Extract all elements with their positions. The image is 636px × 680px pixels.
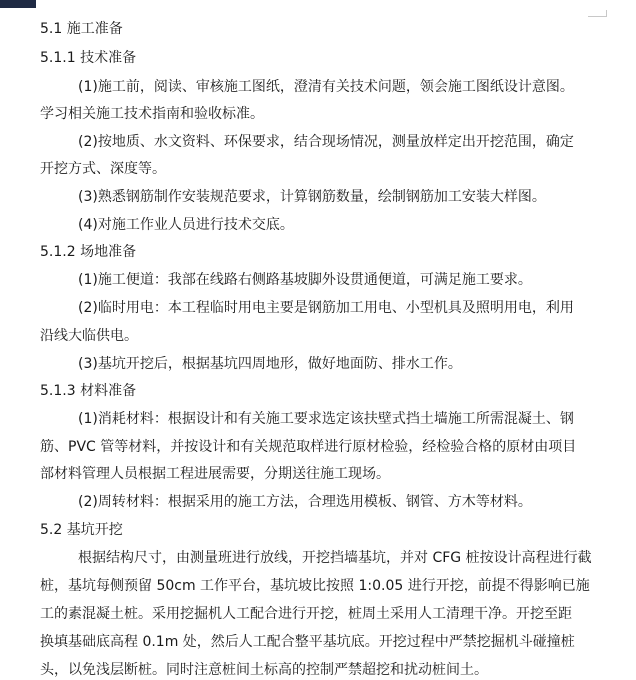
paragraph-line: (1)消耗材料：根据设计和有关施工要求选定该扶壁式挡土墙施工所需混凝土、钢 bbox=[78, 411, 574, 427]
subsection-heading: 5.1.2 场地准备 bbox=[40, 244, 137, 260]
paragraph-line: (1)施工便道：我部在线路右侧路基坡脚外设贯通便道，可满足施工要求。 bbox=[78, 272, 532, 288]
paragraph-line: (2)按地质、水文资料、环保要求，结合现场情况，测量放样定出开挖范围，确定 bbox=[78, 134, 574, 150]
paragraph-line: 头，以免浅层断桩。同时注意桩间土标高的控制严禁超挖和扰动桩间土。 bbox=[40, 662, 488, 678]
section-heading: 5.1 施工准备 bbox=[40, 21, 123, 37]
paragraph-line: (1)施工前，阅读、审核施工图纸，澄清有关技术问题，领会施工图纸设计意图。 bbox=[78, 79, 574, 95]
paragraph-line: 工的素混凝土桩。采用挖掘机人工配合进行开挖，桩周土采用人工清理干净。开挖至距 bbox=[40, 606, 572, 622]
paragraph-line: 换填基础底高程 0.1m 处，然后人工配合整平基坑底。开挖过程中严禁挖掘机斗碰撞桩 bbox=[40, 634, 575, 650]
section-heading: 5.2 基坑开挖 bbox=[40, 522, 123, 538]
paragraph-line: 学习相关施工技术指南和验收标准。 bbox=[40, 106, 264, 122]
paragraph-line: 部材料管理人员根据工程进展需要，分期送往施工现场。 bbox=[40, 466, 390, 482]
paragraph-line: (2)临时用电：本工程临时用电主要是钢筋加工用电、小型机具及照明用电，利用 bbox=[78, 300, 574, 316]
subsection-heading: 5.1.1 技术准备 bbox=[40, 50, 137, 66]
paragraph-line: (4)对施工作业人员进行技术交底。 bbox=[78, 217, 294, 233]
subsection-heading: 5.1.3 材料准备 bbox=[40, 383, 137, 399]
paragraph-line: 沿线大临供电。 bbox=[40, 328, 138, 344]
paragraph-line: 根据结构尺寸，由测量班进行放线，开挖挡墙基坑，并对 CFG 桩按设计高程进行截 bbox=[78, 550, 592, 566]
paragraph-line: (3)熟悉钢筋制作安装规范要求，计算钢筋数量，绘制钢筋加工安装大样图。 bbox=[78, 189, 546, 205]
paragraph-line: 筋、PVC 管等材料，并按设计和有关规范取样进行原材检验，经检验合格的原材由项目 bbox=[40, 439, 577, 455]
paragraph-line: 桩，基坑每侧预留 50cm 工作平台，基坑坡比按照 1:0.05 进行开挖，前提不得影响已施 bbox=[40, 578, 590, 594]
paragraph-line: 开挖方式、深度等。 bbox=[40, 161, 166, 177]
paragraph-line: (2)周转材料：根据采用的施工方法，合理选用模板、钢管、方木等材料。 bbox=[78, 494, 532, 510]
paragraph-line: (3)基坑开挖后，根据基坑四周地形，做好地面防、排水工作。 bbox=[78, 356, 462, 372]
